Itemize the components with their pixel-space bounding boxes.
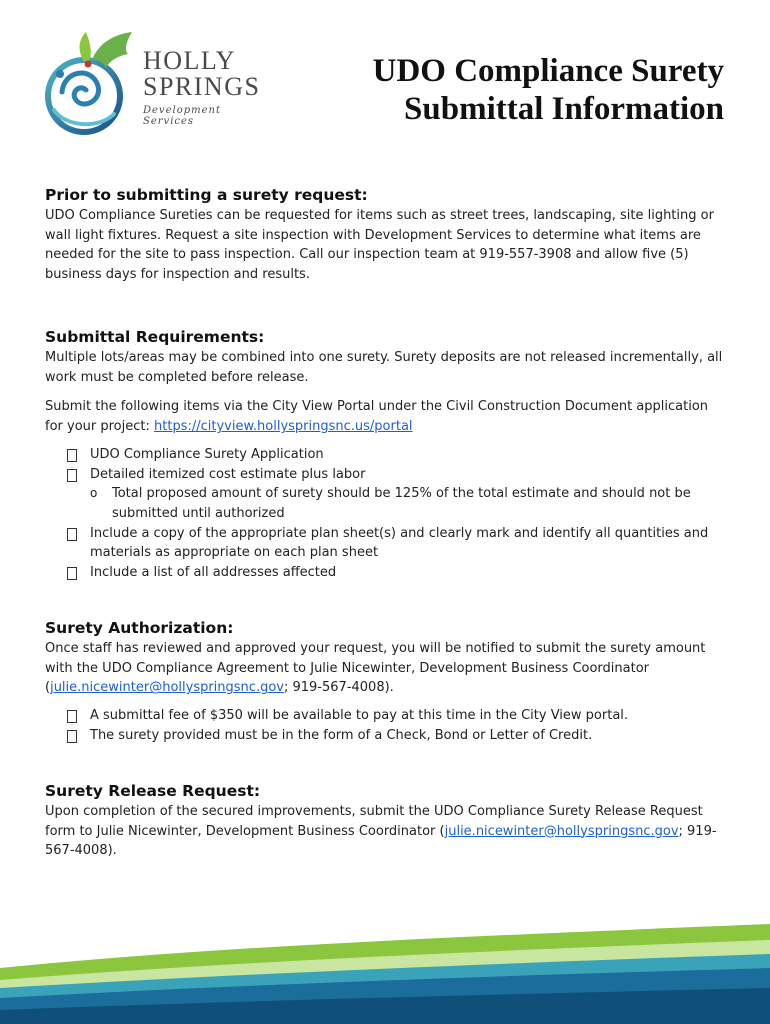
checkbox-icon — [67, 469, 77, 482]
logo-wordmark — [143, 48, 270, 127]
authorization-text-after: ; 919-567-4008). — [283, 680, 394, 696]
checkbox-icon — [67, 567, 77, 580]
checklist-item — [67, 524, 725, 563]
requirements-section — [45, 326, 725, 583]
release-email-link[interactable]: julie.nicewinter@hollyspringsnc.gov — [444, 823, 679, 839]
release-text-after: ; 919-567-4008). — [45, 823, 717, 859]
checklist-item — [67, 445, 725, 465]
prior-heading: Prior to submitting a surety request: — [45, 186, 368, 204]
checklist-item-text: Detailed itemized cost estimate plus labor — [90, 466, 366, 482]
holly-springs-logo — [40, 30, 270, 135]
logo-subtitle: Development Services — [143, 105, 221, 127]
title-line-1: UDO Compliance Surety — [372, 53, 724, 89]
checkbox-icon — [67, 449, 77, 462]
checklist-item-text: A submittal fee of $350 will be available to pay at this time in the City View portal. — [90, 708, 629, 724]
checkbox-icon — [67, 730, 77, 743]
sub-bullet-item — [67, 484, 725, 523]
checklist-item-text: Include a list of all addresses affected — [90, 565, 337, 581]
checklist-item-text: UDO Compliance Surety Application — [90, 446, 324, 462]
city-view-portal-link[interactable]: https://cityview.hollyspringsnc.us/portal — [154, 419, 413, 435]
release-section — [45, 780, 725, 861]
release-text — [45, 802, 725, 861]
authorization-text — [45, 639, 725, 698]
checkbox-icon — [67, 710, 77, 723]
checklist-item — [67, 726, 725, 746]
authorization-email-link[interactable]: julie.nicewinter@hollyspringsnc.gov — [50, 680, 284, 696]
requirements-para-2 — [45, 397, 725, 436]
authorization-section — [45, 617, 725, 746]
release-text-before: Upon completion of the secured improvements, submit the UDO Compliance Surety Release Request form to Julie Nicewinter, Development Business Coordinator ( — [45, 804, 703, 839]
logo-line-springs: SPRINGS — [143, 72, 261, 101]
checkbox-icon — [67, 528, 77, 541]
release-heading: Surety Release Request: — [45, 782, 261, 800]
sub-bullet-text: Total proposed amount of surety should be 125% of the total estimate and should not be submitted until authorized — [112, 486, 691, 521]
checklist-item-text: Include a copy of the appropriate plan sheet(s) and clearly mark and identify all quantities and materials as appropriate on each plan sheet — [90, 525, 709, 561]
requirements-para-1: Multiple lots/areas may be combined into one surety. Surety deposits are not released incrementally, all work must be completed before release. — [45, 350, 723, 385]
authorization-text-before: Once staff has reviewed and approved your request, you will be notified to submit the surety amount with the UDO Compliance Agreement to Julie Nicewinter, Development Business Coordinator ( — [45, 641, 706, 696]
requirements-para-2-text: Submit the following items via the City View Portal under the Civil Construction Document application for your project: — [45, 399, 709, 435]
footer-wave-decoration — [0, 918, 770, 1024]
title-line-2: Submittal Information — [404, 91, 724, 127]
authorization-checklist — [45, 706, 725, 745]
page-title — [373, 52, 724, 128]
requirements-checklist — [45, 445, 725, 583]
checklist-item — [67, 563, 725, 583]
requirements-heading: Submittal Requirements: — [45, 328, 265, 346]
prior-text: UDO Compliance Sureties can be requested for items such as street trees, landscaping, site lighting or wall light fixtures. Request a site inspection with Development Services to determine what items are needed for the site to pass inspection. Call our inspection team at 919-557-3908 and allow five (5) business days for inspection and results. — [45, 208, 714, 283]
holly-leaf-swirl-icon — [40, 30, 140, 135]
checklist-item — [67, 706, 725, 726]
prior-section — [45, 184, 725, 285]
checklist-item-text: The surety provided must be in the form of a Check, Bond or Letter of Credit. — [90, 727, 593, 743]
logo-line-holly: HOLLY — [143, 46, 236, 75]
sub-bullet-marker: o — [90, 486, 98, 501]
checklist-item — [67, 465, 725, 485]
authorization-heading: Surety Authorization: — [45, 619, 234, 637]
